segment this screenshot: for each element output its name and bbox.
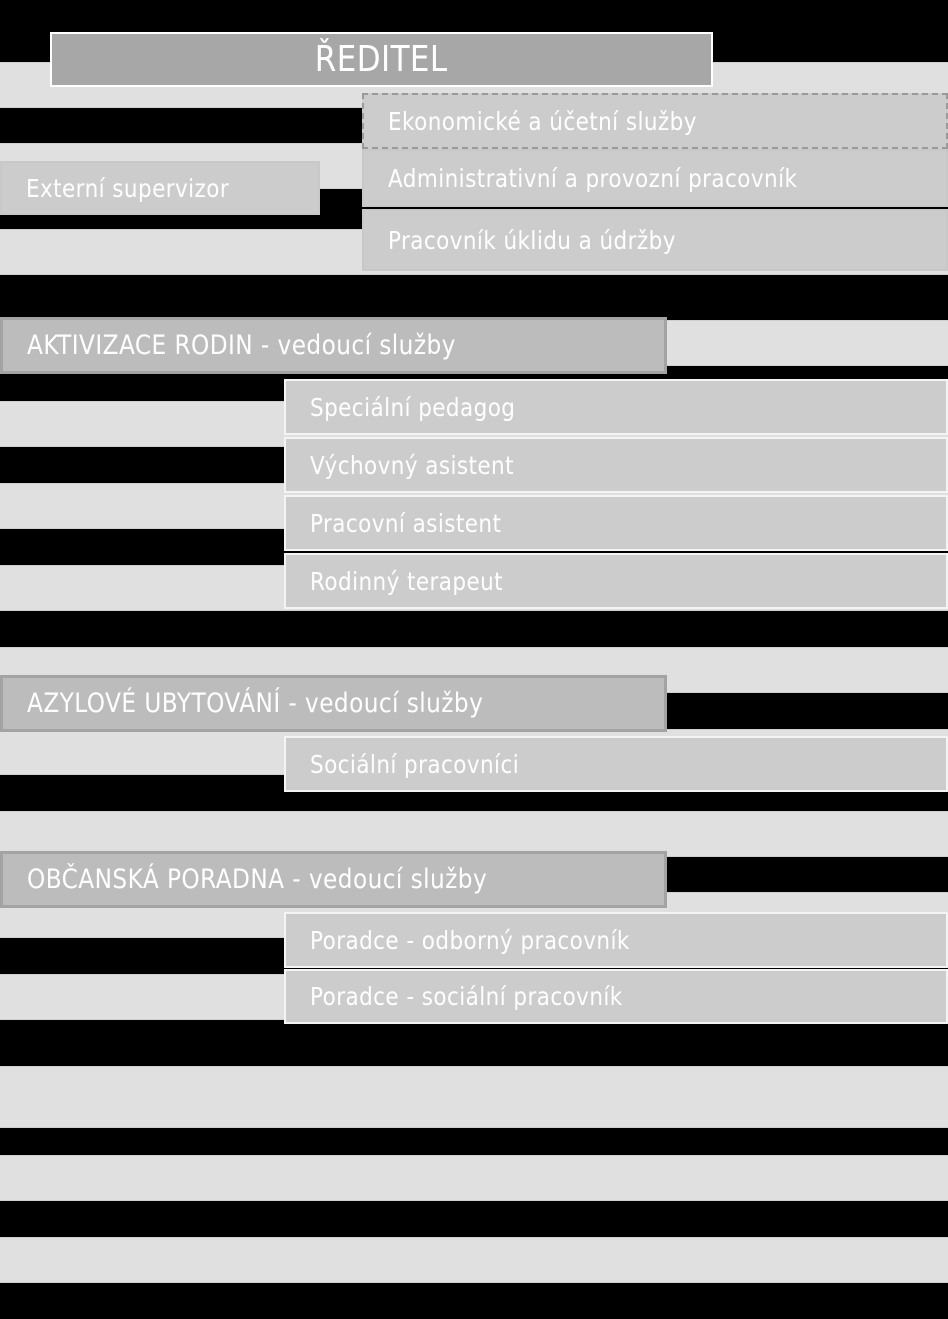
service-head-label: OBČANSKÁ PORADNA - vedoucí služby xyxy=(27,864,488,895)
service-head-aktivizace-rodin xyxy=(0,317,667,374)
staff-label: Pracovní asistent xyxy=(310,508,502,538)
support-label: Ekonomické a účetní služby xyxy=(388,106,697,136)
support-box-administrative xyxy=(362,149,948,207)
staff-label: Poradce - odborný pracovník xyxy=(310,925,630,955)
staff-box xyxy=(284,553,948,609)
director-label: ŘEDITEL xyxy=(315,39,448,80)
support-label: Pracovník úklidu a údržby xyxy=(388,225,676,255)
staff-box xyxy=(284,437,948,493)
support-label: Administrativní a provozní pracovník xyxy=(388,163,798,193)
service-head-label: AZYLOVÉ UBYTOVÁNÍ - vedoucí služby xyxy=(27,688,484,719)
external-supervisor-box xyxy=(0,161,320,215)
staff-label: Poradce - sociální pracovník xyxy=(310,982,623,1011)
staff-box xyxy=(284,379,948,435)
staff-label: Sociální pracovníci xyxy=(310,749,520,779)
staff-box xyxy=(284,736,948,792)
staff-label: Výchovný asistent xyxy=(310,450,514,480)
bg-strip xyxy=(0,1237,948,1283)
staff-box xyxy=(284,912,948,968)
bg-strip xyxy=(0,1066,948,1128)
service-head-obcanska-poradna xyxy=(0,851,667,908)
support-box-maintenance xyxy=(362,209,948,271)
service-head-azylove-ubytovani xyxy=(0,675,667,732)
director-box xyxy=(50,32,713,87)
support-box-economic xyxy=(362,93,948,149)
staff-label: Speciální pedagog xyxy=(310,392,516,422)
staff-box xyxy=(284,495,948,551)
bg-strip xyxy=(0,1155,948,1201)
staff-label: Rodinný terapeut xyxy=(310,566,504,596)
external-supervisor-label: Externí supervizor xyxy=(26,173,230,203)
staff-box xyxy=(284,969,948,1024)
service-head-label: AKTIVIZACE RODIN - vedoucí služby xyxy=(27,330,456,361)
